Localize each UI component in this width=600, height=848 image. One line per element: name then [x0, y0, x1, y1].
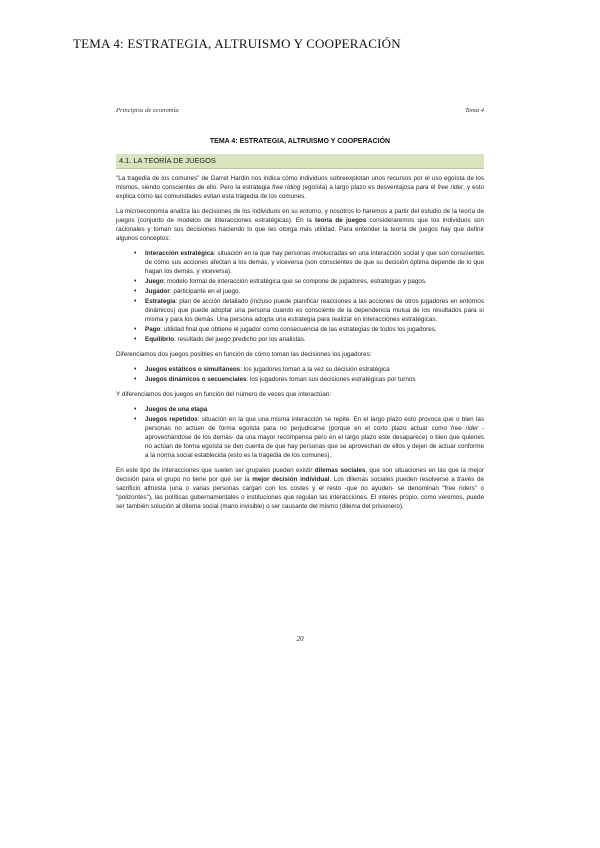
list-item	[145, 297, 484, 324]
paragraph-social-dilemmas	[116, 466, 484, 511]
concept-definition: : participante en el juego.	[169, 288, 241, 295]
repetition-definition-2: -aprovechándose de los demás- da una mayor recompensa pero en el largo plazo este desaparece) o bien que quienes no actúan de forma egoísta se den cuenta de que hay personas que se aprovechan de ellos y dejen de actuar conforme a la norma social establecida (esto es la tragedia de los comunes).	[145, 425, 484, 459]
p5-strong-1: dilemas sociales	[314, 467, 366, 474]
p1-text-a: "La tragedia de los comunes" de Garret Hardin nos indica cómo individuos sobreexplotan unos recursos por el uso egoísta de los mismos, siendo conscientes de ello. Pero la estrategia	[116, 175, 484, 191]
concept-term: Interacción estratégica	[145, 250, 214, 257]
repetition-term: Juegos repetidos	[145, 416, 198, 423]
section-heading: 4.1. LA TEORÍA DE JUEGOS	[119, 156, 216, 165]
list-item	[145, 415, 484, 460]
list-item	[145, 405, 484, 414]
concept-term: Juego	[145, 278, 164, 285]
p2-text-b: consideraremos que los individuos son racionales y toman sus decisiones haciendo lo que les otorga más utilidad. Para entender la teoría de juegos hay que definir algunos conceptos:	[116, 217, 484, 242]
game-type-term: Juegos estáticos o simultáneos	[145, 366, 241, 373]
list-item	[145, 287, 484, 296]
document-body	[116, 174, 484, 517]
p2-text-a: La microeconomía analiza las decisiones de los individuos en su entorno, y nosotros lo haremos a partir del estudio de la teoría de juegos (conjunto de modelos de interacciones estratégicas). En la	[116, 208, 484, 224]
concept-term: Estrategia	[145, 298, 176, 305]
p5-text-c: . Los dilemas sociales pueden resolverse a través de sacrificio altruista (una o varias personas cargan con los costes y el resto -que no ayuden- se denominan "free riders" o "polizontes"), las políticas gubernamentales o instituciones que regulan las interacciones. El interés propio, como veremos, puede ser también solución al dilema social (mano invisible) o ser causante del mismo (dilema del prisionero).	[116, 476, 485, 510]
running-header	[116, 107, 484, 119]
list-item	[145, 277, 484, 286]
concepts-list	[116, 249, 484, 344]
p2-strong: teoría de juegos	[314, 217, 367, 224]
list-item	[145, 249, 484, 276]
game-type-definition: : los jugadores toman sus decisiones estratégicas por turnos	[246, 376, 416, 383]
repetition-list	[116, 405, 484, 460]
p5-text-b: , que son situaciones en las que la mejor decisión para el grupo no tiene por qué ser la	[116, 467, 484, 483]
list-item	[145, 375, 484, 384]
page-header: TEMA 4: ESTRATEGIA, ALTRUISMO Y COOPERACIÓN	[73, 36, 401, 51]
concept-term: Jugador	[145, 288, 170, 295]
repetition-term: Juegos de una etapa	[145, 406, 208, 413]
list-item	[145, 335, 484, 344]
p1-emphasis-2: free rider	[437, 184, 464, 191]
p5-text-a: En este tipo de interacciones que suelen ser grupales pueden existir	[116, 467, 315, 474]
concept-definition: : situación en la que hay personas involucradas en una interacción social y que son conscientes de cómo sus acciones afectan a los demás, y viceversa (son conscientes de que su decisión óptima depende de lo que hagan los demás, y viceversa).	[145, 250, 484, 275]
running-header-course: Principios de economía	[116, 107, 179, 114]
list-item	[145, 365, 484, 374]
section-heading-bar	[116, 154, 484, 169]
repetition-definition: : situación en la que una misma interacción se repite. En el largo plazo esto provoca que o bien las personas no actúen de forma egoísta para no perjudicarse (porque en el corto plazo actuar como	[145, 416, 485, 432]
concept-definition: : plan de acción detallado (incluso puede planificar reacciones a las acciones de otros jugadores en entornos dinámicos) que puede adoptar una persona cuando es consciente de la dependencia mutua de los resultados para sí misma y para los demás. Una persona adopta una estrategia para realizar en interacciones estratégicas.	[145, 298, 484, 323]
game-type-definition: : los jugadores toman a la vez su decisión estratégica	[240, 366, 390, 373]
concept-definition: : modelo formal de interacción estratégica que se compone de jugadores, estrategias y pagos.	[163, 278, 427, 285]
p5-strong-2: mejor decisión individual	[252, 476, 330, 483]
game-types-list	[116, 365, 484, 384]
p1-emphasis: free riding	[272, 184, 301, 191]
document-title: TEMA 4: ESTRATEGIA, ALTRUISMO Y COOPERACIÓN	[209, 138, 391, 145]
game-type-term: Juegos dinámicos o secuenciales	[145, 376, 247, 383]
page-number: 20	[296, 635, 304, 643]
repetition-emphasis: free rider	[450, 425, 479, 432]
paragraph-game-types-intro: Diferenciamos dos juegos posibles en función de cómo toman las decisiones los jugadores:	[116, 351, 372, 358]
concept-definition: : utilidad final que obtiene el jugador como consecuencia de las estrategias de todos los jugadores.	[160, 326, 437, 333]
concept-term: Pago	[145, 326, 161, 333]
running-header-topic: Tema 4	[465, 107, 484, 114]
concept-definition: : resultado del juego predicho por los analistas.	[174, 336, 306, 343]
paragraph-tragedy	[116, 174, 484, 201]
p1-text-b: (egoísta) a largo plazo es desventajosa para el	[300, 184, 438, 191]
p1-text-c: , y esto explica cómo las comunidades evitan esta tragedia de los comunes.	[116, 184, 484, 200]
list-item	[145, 325, 484, 334]
paragraph-repetition-intro: Y diferenciamos dos juegos en función del número de veces que interactúan:	[116, 391, 332, 398]
paragraph-game-theory	[116, 207, 484, 243]
concept-term: Equilibrio	[145, 336, 175, 343]
